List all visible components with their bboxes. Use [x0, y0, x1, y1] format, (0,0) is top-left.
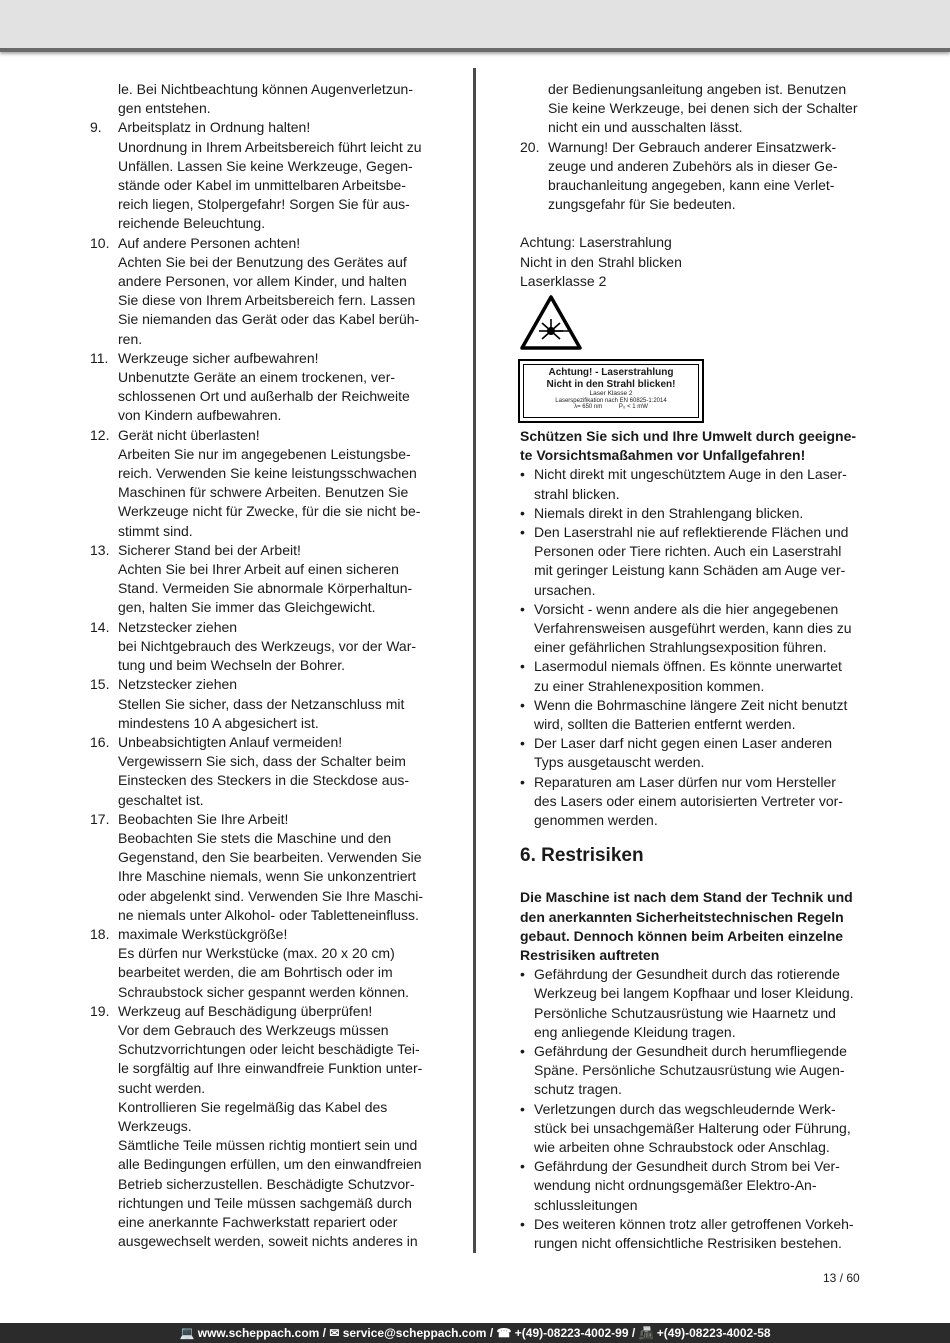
list-item-line: tung und beim Wechseln der Bohrer. [118, 657, 345, 674]
bullet-line: schutz tragen. [534, 1081, 622, 1098]
list-item-line: sucht werden. [118, 1079, 206, 1096]
list-item [90, 733, 430, 810]
label-line-2: Nicht in den Strahl blicken! [546, 378, 676, 390]
bullet-line: ursachen. [534, 581, 596, 598]
continuation-line: gen entstehen. [118, 100, 211, 117]
list-item-line: Gerät nicht überlasten! [118, 426, 260, 443]
list-item-line: Netzstecker ziehen [118, 618, 238, 635]
bullet-line: • Nicht direkt mit ungeschütztem Auge in den Laser- [534, 466, 847, 483]
bullet-item [520, 1100, 860, 1158]
list-item [90, 426, 430, 541]
list-item [90, 349, 430, 426]
left-continuation [90, 80, 430, 118]
list-item-line: Werkzeuge sicher aufbewahren! [118, 349, 319, 366]
bullet-line: Späne. Persönliche Schutzausrüstung wie Augen- [534, 1062, 845, 1079]
bullet-line: Werkzeug bei langem Kopfhaar und loser Kleidung. [534, 985, 854, 1002]
bullet-item [520, 1215, 860, 1253]
list-item-line: stände oder Kabel im unmittelbaren Arbeitsbe- [118, 177, 406, 194]
list-item-line: Arbeiten Sie nur im angegebenen Leistungsbe- [118, 445, 411, 462]
list-item [90, 618, 430, 676]
list-item-line: ne niemals unter Alkohol- oder Tabletteneinfluss. [118, 906, 419, 923]
list-item-number: 13. [90, 541, 110, 558]
continuation-line: nicht ein und ausschalten lässt. [548, 119, 743, 136]
bullet-line: • Den Laserstrahl nie auf reflektierende Flächen und [534, 524, 849, 541]
list-item-line: Stand. Vermeiden Sie abnormale Körperhaltun- [118, 580, 413, 597]
list-item-number: 20. [520, 138, 540, 155]
list-item-line: reich. Verwenden Sie keine leistungsschwachen [118, 465, 417, 482]
list-item-line: Beobachten Sie Ihre Arbeit! [118, 810, 289, 827]
bullet-line: • Gefährdung der Gesundheit durch das rotierende [534, 966, 840, 983]
list-item-number: 12. [90, 426, 110, 443]
laser-note-line: Nicht in den Strahl blicken [520, 253, 682, 270]
bullet-item [520, 523, 860, 600]
bullet-line: Persönliche Schutzausrüstung wie Haarnetz und [534, 1004, 836, 1021]
footer-contact-bar: 💻 www.scheppach.com / ✉ service@scheppach.com / ☎ +(49)-08223-4002-99 / 📠 +(49)-08223-4002-58 [0, 1323, 950, 1343]
label-line-4: Laserspezifikation nach EN 60825-1:2014 [555, 397, 667, 404]
list-item-number: 9. [90, 119, 102, 136]
bullet-line: schlussleitungen [534, 1196, 638, 1213]
protect-heading-line: Schützen Sie sich und Ihre Umwelt durch geeigne- [520, 428, 857, 445]
laser-note-line: Laserklasse 2 [520, 272, 607, 289]
list-item-line: Schutzvorrichtungen oder leicht beschädigte Tei- [118, 1041, 420, 1058]
list-item-line: alle Bedingungen erfüllen, um den einwandfreien [118, 1156, 422, 1173]
label-line-1: Achtung! - Laserstrahlung [548, 367, 674, 379]
protect-heading [520, 427, 860, 465]
list-item-line: Schraubstock sicher gespannt werden können. [118, 983, 410, 1000]
list-item-line: Maschinen für schwere Arbeiten. Benutzen Sie [118, 484, 409, 501]
laser-notes [520, 233, 860, 291]
list-item-line: Auf andere Personen achten! [118, 234, 301, 251]
list-item-line: Vor dem Gebrauch des Werkzeugs müssen [118, 1021, 389, 1038]
laser-warning-triangle-icon [520, 295, 860, 351]
list-item-number: 14. [90, 618, 110, 635]
bullet-item [520, 965, 860, 1042]
right-column [520, 80, 860, 1253]
bullet-line: stück bei unsachgemäßer Halterung oder Führung, [534, 1119, 851, 1136]
laser-class-label [518, 359, 704, 423]
bullet-line: strahl blicken. [534, 485, 620, 502]
list-item-line: Sicherer Stand bei der Arbeit! [118, 541, 301, 558]
list-item-line: Werkzeugs. [118, 1117, 192, 1134]
bullet-line: • Verletzungen durch das wegschleudernde Werk- [534, 1100, 836, 1117]
bullet-line: genommen werden. [534, 812, 658, 829]
bullet-line: mit geringer Leistung kann Schäden am Auge ver- [534, 562, 846, 579]
bullet-item [520, 734, 860, 772]
laser-note-line: Achtung: Laserstrahlung [520, 234, 672, 251]
list-item-line: Beobachten Sie stets die Maschine und den [118, 829, 392, 846]
column-divider [473, 68, 476, 1253]
bullet-line: wie arbeiten ohne Schraubstock oder Anschlag. [534, 1138, 830, 1155]
list-item-number: 18. [90, 925, 110, 942]
bullet-line: • Reparaturen am Laser dürfen nur vom Hersteller [534, 773, 836, 790]
bullet-line: Verfahrensweisen ausgeführt werden, kann dies zu [534, 620, 852, 637]
restrisiken-bullet-list [520, 965, 860, 1253]
list-item [90, 925, 430, 1002]
list-item-line: bearbeitet werden, die am Bohrtisch oder im [118, 964, 393, 981]
list-item-line: Sie niemanden das Gerät oder das Kabel berüh- [118, 311, 420, 328]
list-item [90, 810, 430, 925]
list-item-line: Betrieb sicherzustellen. Beschädigte Schutzvor- [118, 1175, 415, 1192]
bullet-item [520, 696, 860, 734]
list-item-line: bei Nichtgebrauch des Werkzeugs, vor der War- [118, 637, 417, 654]
list-item-line: zeuge und anderen Zubehörs als in dieser Ge- [548, 157, 838, 174]
restrisiken-intro-line: den anerkannten Sicherheitstechnischen Regeln [520, 908, 844, 925]
bullet-line: • Lasermodul niemals öffnen. Es könnte unerwartet [534, 658, 842, 675]
list-item-line: Kontrollieren Sie regelmäßig das Kabel des [118, 1098, 388, 1115]
list-item-line: Vergewissern Sie sich, dass der Schalter beim [118, 753, 406, 770]
list-item-number: 11. [90, 349, 109, 366]
list-item-line: Achten Sie bei der Benutzung des Gerätes auf [118, 253, 407, 270]
bullet-line: Typs ausgetauscht werden. [534, 754, 705, 771]
list-item-line: Netzstecker ziehen [118, 676, 238, 693]
list-item-number: 16. [90, 733, 110, 750]
section-title: 6. Restrisiken [520, 845, 644, 867]
label-line-5: λ= 650 nm P₀ < 1 mW [574, 404, 648, 411]
list-item-line: Arbeitsplatz in Ordnung halten! [118, 119, 311, 136]
list-item-line: eine anerkannte Fachwerkstatt repariert oder [118, 1213, 398, 1230]
list-item [90, 118, 430, 233]
bullet-line: rungen nicht offensichtliche Restrisiken bestehen. [534, 1234, 842, 1251]
left-column [90, 80, 430, 1251]
bullet-line: • Des weiteren können trotz aller getroffenen Vorkeh- [534, 1215, 854, 1232]
list-item-line: zungsgefahr für Sie bedeuten. [548, 196, 736, 213]
list-item-line: von Kindern aufbewahren. [118, 407, 282, 424]
list-item-line: reich liegen, Stolpergefahr! Sorgen Sie für aus- [118, 196, 410, 213]
list-item-number: 17. [90, 810, 110, 827]
bullet-line: Personen oder Tiere richten. Auch ein Laserstrahl [534, 543, 842, 560]
list-item-line: ren. [118, 330, 143, 347]
list-item-line: brauchanleitung angegeben, kann eine Verlet- [548, 177, 835, 194]
list-item-line: Sämtliche Teile müssen richtig montiert sein und [118, 1137, 418, 1154]
bullet-item [520, 1157, 860, 1215]
right-continuation [520, 80, 860, 138]
list-item-number: 15. [90, 676, 110, 693]
continuation-line: der Bedienungsanleitung angeben ist. Benutzen [548, 81, 847, 97]
list-item-line: Unbeabsichtigten Anlauf vermeiden! [118, 733, 343, 750]
list-item-line: maximale Werkstückgröße! [118, 925, 288, 942]
bullet-line: • Der Laser darf nicht gegen einen Laser anderen [534, 735, 833, 752]
list-item-line: mindestens 10 A abgesichert ist. [118, 714, 319, 731]
bullet-item [520, 600, 860, 658]
bullet-line: • Gefährdung der Gesundheit durch herumfliegende [534, 1042, 847, 1059]
bullet-item [520, 657, 860, 695]
list-item-line: Unordnung in Ihrem Arbeitsbereich führt leicht zu [118, 138, 422, 155]
bullet-item [520, 773, 860, 831]
continuation-line: Sie keine Werkzeuge, bei denen sich der Schalter [548, 100, 858, 117]
bullet-item [520, 1042, 860, 1100]
list-item-line: richtungen und Teile müssen sachgemäß durch [118, 1194, 412, 1211]
bullet-line: eng anliegende Kleidung tragen. [534, 1023, 736, 1040]
list-item-line: Stellen Sie sicher, dass der Netzanschluss mit [118, 695, 405, 712]
list-item-line: Werkzeug auf Beschädigung überprüfen! [118, 1002, 373, 1019]
bullet-line: des Lasers oder einem autorisierten Vertreter vor- [534, 792, 843, 809]
bullet-line: • Vorsicht - wenn andere als die hier angegebenen [534, 600, 839, 617]
bullet-line: • Niemals direkt in den Strahlengang blicken. [534, 504, 804, 521]
list-item-line: ausgewechselt werden, soweit nichts anderes in [118, 1233, 418, 1250]
list-item-line: stimmt sind. [118, 522, 193, 539]
list-item-line: oder abgelenkt sind. Verwenden Sie Ihre Maschi- [118, 887, 424, 904]
list-item [90, 1002, 430, 1252]
list-item-line: Unbenutzte Geräte an einem trockenen, ver- [118, 369, 396, 386]
bullet-line: wendung nicht ordnungsgemäßer Elektro-An- [534, 1177, 817, 1194]
continuation-line: le. Bei Nichtbeachtung können Augenverletzun- [118, 81, 413, 97]
list-item [90, 541, 430, 618]
list-item-line: Achten Sie bei Ihrer Arbeit auf einen sicheren [118, 561, 399, 578]
top-banner [0, 0, 950, 52]
list-item-line: andere Personen, vor allem Kinder, und halten [118, 273, 407, 290]
list-item-line: Es dürfen nur Werkstücke (max. 20 x 20 cm) [118, 945, 395, 962]
bullet-line: • Wenn die Bohrmaschine längere Zeit nicht benutzt [534, 696, 848, 713]
list-item-line: le sorgfältig auf Ihre einwandfreie Funktion unter- [118, 1060, 423, 1077]
list-item-line: schlossenen Ort und außerhalb der Reichweite [118, 388, 410, 405]
bullet-item [520, 465, 860, 503]
list-item [90, 675, 430, 733]
restrisiken-intro-line: Restrisiken auftreten [520, 946, 660, 963]
bullet-line: einer gefährlichen Strahlungsexposition führen. [534, 639, 827, 656]
list-item-line: Sie diese von Ihrem Arbeitsbereich fern. Lassen [118, 292, 416, 309]
list-item-line: Einstecken des Steckers in die Steckdose aus- [118, 772, 410, 789]
restrisiken-intro-line: Die Maschine ist nach dem Stand der Technik und [520, 889, 853, 906]
bullet-line: wird, sollten die Batterien entfernt werden. [534, 716, 796, 733]
list-item [520, 138, 860, 215]
list-item-line: gen, halten Sie immer das Gleichgewicht. [118, 599, 376, 616]
list-item-line: Ihre Maschine niemals, wenn Sie unkonzentriert [118, 868, 417, 885]
restrisiken-intro-line: gebaut. Dennoch können beim Arbeiten einzelne [520, 927, 844, 944]
list-item-number: 10. [90, 234, 110, 251]
list-item [90, 234, 430, 349]
label-line-3: Laser Klasse 2 [589, 390, 633, 398]
bullet-line: zu einer Strahlenexposition kommen. [534, 677, 765, 694]
list-item-number: 19. [90, 1002, 110, 1019]
list-item-line: Warnung! Der Gebrauch anderer Einsatzwerk- [548, 138, 837, 155]
list-item-line: reichende Beleuchtung. [118, 215, 266, 232]
left-numbered-list [90, 118, 430, 1251]
list-item-20 [520, 138, 860, 215]
page-number: 13 / 60 [823, 1271, 860, 1285]
list-item-line: Werkzeuge nicht für Zwecke, für die sie nicht be- [118, 503, 421, 520]
list-item-line: geschaltet ist. [118, 791, 204, 808]
bullet-line: • Gefährdung der Gesundheit durch Strom bei Ver- [534, 1158, 840, 1175]
laser-bullet-list [520, 465, 860, 830]
list-item-line: Unfällen. Lassen Sie keine Werkzeuge, Gegen- [118, 157, 413, 174]
restrisiken-intro [520, 888, 860, 965]
bullet-item [520, 504, 860, 523]
protect-heading-line: te Vorsichtsmaßahmen vor Unfallgefahren! [520, 447, 806, 464]
list-item-line: Gegenstand, den Sie bearbeiten. Verwenden Sie [118, 849, 422, 866]
